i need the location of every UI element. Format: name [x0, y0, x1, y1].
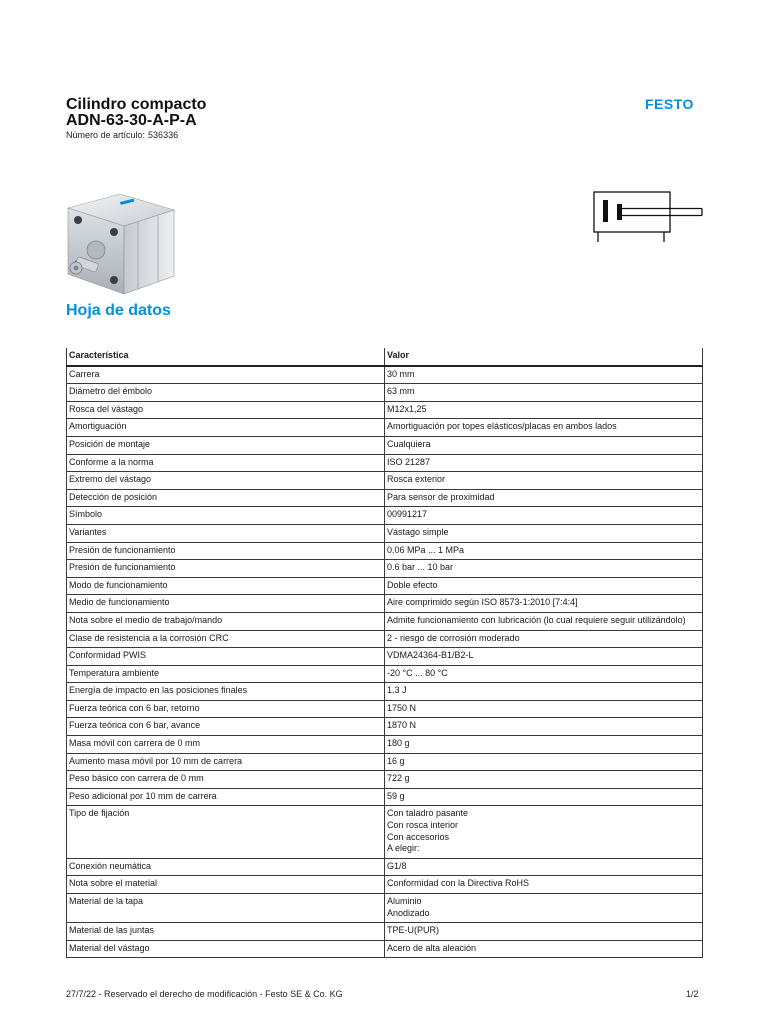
value-line: Con accesorios [387, 831, 450, 842]
value-cell [385, 771, 703, 789]
festo-logo: FESTO [645, 96, 694, 112]
value-cell [385, 489, 703, 507]
value-line: 0.06 MPa ... 1 MPa [387, 544, 465, 555]
table-row [67, 577, 703, 595]
value-line: 1.3 J [387, 685, 407, 696]
value-line: Admite funcionamiento con lubricación (lo cual requiere seguir utilizándolo) [387, 614, 686, 625]
value-cell [385, 366, 703, 384]
value-line: Conformidad con la Directiva RoHS [387, 878, 530, 889]
table-row [67, 753, 703, 771]
table-row [67, 542, 703, 560]
characteristic-cell: Peso adicional por 10 mm de carrera [67, 788, 385, 806]
product-model: ADN-63-30-A-P-A [66, 112, 197, 129]
value-line: 0.6 bar ... 10 bar [387, 562, 454, 573]
footer-text: 27/7/22 - Reservado el derecho de modificación - Festo SE & Co. KG [66, 989, 343, 999]
value-cell [385, 524, 703, 542]
table-row [67, 489, 703, 507]
characteristic-cell: Extremo del vástago [67, 472, 385, 490]
value-cell [385, 507, 703, 525]
value-line: 00991217 [387, 509, 428, 520]
characteristic-cell: Peso básico con carrera de 0 mm [67, 771, 385, 789]
article-number-value: 536336 [148, 130, 179, 140]
value-line: M12x1,25 [387, 403, 427, 414]
page-number: 1/2 [686, 989, 699, 999]
article-number-line [66, 130, 178, 140]
characteristic-cell: Diámetro del émbolo [67, 384, 385, 402]
table-row [67, 771, 703, 789]
characteristic-cell: Presión de funcionamiento [67, 560, 385, 578]
characteristic-cell: Amortiguación [67, 419, 385, 437]
value-line: Aire comprimido según ISO 8573-1:2010 [7:4:4] [387, 597, 578, 608]
datasheet-table [66, 348, 703, 958]
value-line: Para sensor de proximidad [387, 491, 495, 502]
characteristic-cell: Variantes [67, 524, 385, 542]
value-line: -20 °C ... 80 °C [387, 667, 448, 678]
value-line: 63 mm [387, 386, 415, 397]
characteristic-cell: Material de la tapa [67, 894, 385, 923]
value-cell [385, 753, 703, 771]
pneumatic-cylinder-symbol [586, 184, 706, 244]
value-line: Vástago simple [387, 526, 449, 537]
table-row [67, 560, 703, 578]
value-cell [385, 401, 703, 419]
value-line: A elegir: [387, 843, 420, 854]
table-row [67, 648, 703, 666]
characteristic-cell: Nota sobre el medio de trabajo/mando [67, 612, 385, 630]
table-row [67, 718, 703, 736]
article-number-label: Número de artículo: [66, 130, 146, 140]
table-row [67, 665, 703, 683]
value-cell [385, 560, 703, 578]
value-line: 16 g [387, 755, 405, 766]
value-line: Rosca exterior [387, 474, 446, 485]
value-line: 180 g [387, 738, 410, 749]
value-cell [385, 736, 703, 754]
table-row [67, 419, 703, 437]
table-row [67, 436, 703, 454]
value-cell [385, 436, 703, 454]
value-line: Doble efecto [387, 579, 438, 590]
table-row [67, 507, 703, 525]
value-cell [385, 612, 703, 630]
characteristic-cell: Tipo de fijación [67, 806, 385, 858]
value-line: 59 g [387, 790, 405, 801]
characteristic-cell: Carrera [67, 366, 385, 384]
table-row [67, 595, 703, 613]
value-cell [385, 542, 703, 560]
table-row [67, 788, 703, 806]
table-row [67, 700, 703, 718]
value-cell [385, 472, 703, 490]
value-line: Aluminio [387, 896, 422, 906]
value-cell [385, 923, 703, 941]
table-row [67, 806, 703, 858]
table-body [67, 366, 703, 958]
value-cell [385, 858, 703, 876]
value-cell [385, 454, 703, 472]
table-header-row [67, 348, 703, 366]
value-cell [385, 630, 703, 648]
value-line: Amortiguación por topes elásticos/placas en ambos lados [387, 421, 617, 432]
characteristic-cell: Detección de posición [67, 489, 385, 507]
value-line: VDMA24364-B1/B2-L [387, 650, 474, 661]
table-row [67, 366, 703, 384]
table-row [67, 683, 703, 701]
value-cell [385, 806, 703, 858]
table-row [67, 923, 703, 941]
table-row [67, 858, 703, 876]
value-line: 722 g [387, 773, 410, 784]
table-row [67, 736, 703, 754]
table-row [67, 384, 703, 402]
value-line: TPE-U(PUR) [387, 925, 439, 936]
value-cell [385, 595, 703, 613]
table-row [67, 454, 703, 472]
value-line: 1870 N [387, 720, 417, 731]
value-cell [385, 700, 703, 718]
characteristic-cell: Conformidad PWIS [67, 648, 385, 666]
characteristic-cell: Conforme a la norma [67, 454, 385, 472]
characteristic-cell: Aumento masa móvil por 10 mm de carrera [67, 753, 385, 771]
characteristic-cell: Material del vástago [67, 940, 385, 958]
value-cell [385, 665, 703, 683]
characteristic-cell: Medio de funcionamiento [67, 595, 385, 613]
characteristic-cell: Fuerza teórica con 6 bar, avance [67, 718, 385, 736]
value-line: Con rosca interior [387, 820, 459, 831]
product-title: Cilindro compacto [66, 96, 207, 113]
value-line: Cualquiera [387, 438, 431, 449]
characteristic-cell: Presión de funcionamiento [67, 542, 385, 560]
characteristic-cell: Clase de resistencia a la corrosión CRC [67, 630, 385, 648]
value-cell [385, 940, 703, 958]
characteristic-cell: Nota sobre el material [67, 876, 385, 894]
characteristic-cell: Conexión neumática [67, 858, 385, 876]
table-row [67, 472, 703, 490]
value-cell [385, 648, 703, 666]
section-heading: Hoja de datos [66, 302, 171, 319]
characteristic-cell: Símbolo [67, 507, 385, 525]
value-line: ISO 21287 [387, 456, 431, 467]
value-line: Acero de alta aleación [387, 942, 477, 953]
table-row [67, 894, 703, 923]
value-cell [385, 384, 703, 402]
table-row [67, 876, 703, 894]
characteristic-cell: Energía de impacto en las posiciones finales [67, 683, 385, 701]
table-row [67, 612, 703, 630]
characteristic-cell: Fuerza teórica con 6 bar, retorno [67, 700, 385, 718]
value-cell [385, 788, 703, 806]
characteristic-cell: Posición de montaje [67, 436, 385, 454]
column-header-characteristic: Característica [67, 348, 385, 366]
characteristic-cell: Modo de funcionamiento [67, 577, 385, 595]
value-cell [385, 577, 703, 595]
value-cell [385, 876, 703, 894]
table-row [67, 940, 703, 958]
value-cell [385, 419, 703, 437]
table-row [67, 401, 703, 419]
characteristic-cell: Material de las juntas [67, 923, 385, 941]
value-line: 2 - riesgo de corrosión moderado [387, 632, 520, 643]
table-row [67, 524, 703, 542]
value-line: Anodizado [387, 907, 430, 918]
characteristic-cell: Rosca del vástago [67, 401, 385, 419]
value-cell [385, 894, 703, 923]
value-cell [385, 683, 703, 701]
value-cell [385, 718, 703, 736]
characteristic-cell: Temperatura ambiente [67, 665, 385, 683]
cylinder-product-image [62, 188, 180, 300]
column-header-value: Valor [385, 348, 703, 366]
value-line: 30 mm [387, 368, 415, 379]
value-line: Con taladro pasante [387, 808, 469, 819]
table-row [67, 630, 703, 648]
value-line: G1/8 [387, 860, 407, 871]
value-line: 1750 N [387, 702, 417, 713]
characteristic-cell: Masa móvil con carrera de 0 mm [67, 736, 385, 754]
